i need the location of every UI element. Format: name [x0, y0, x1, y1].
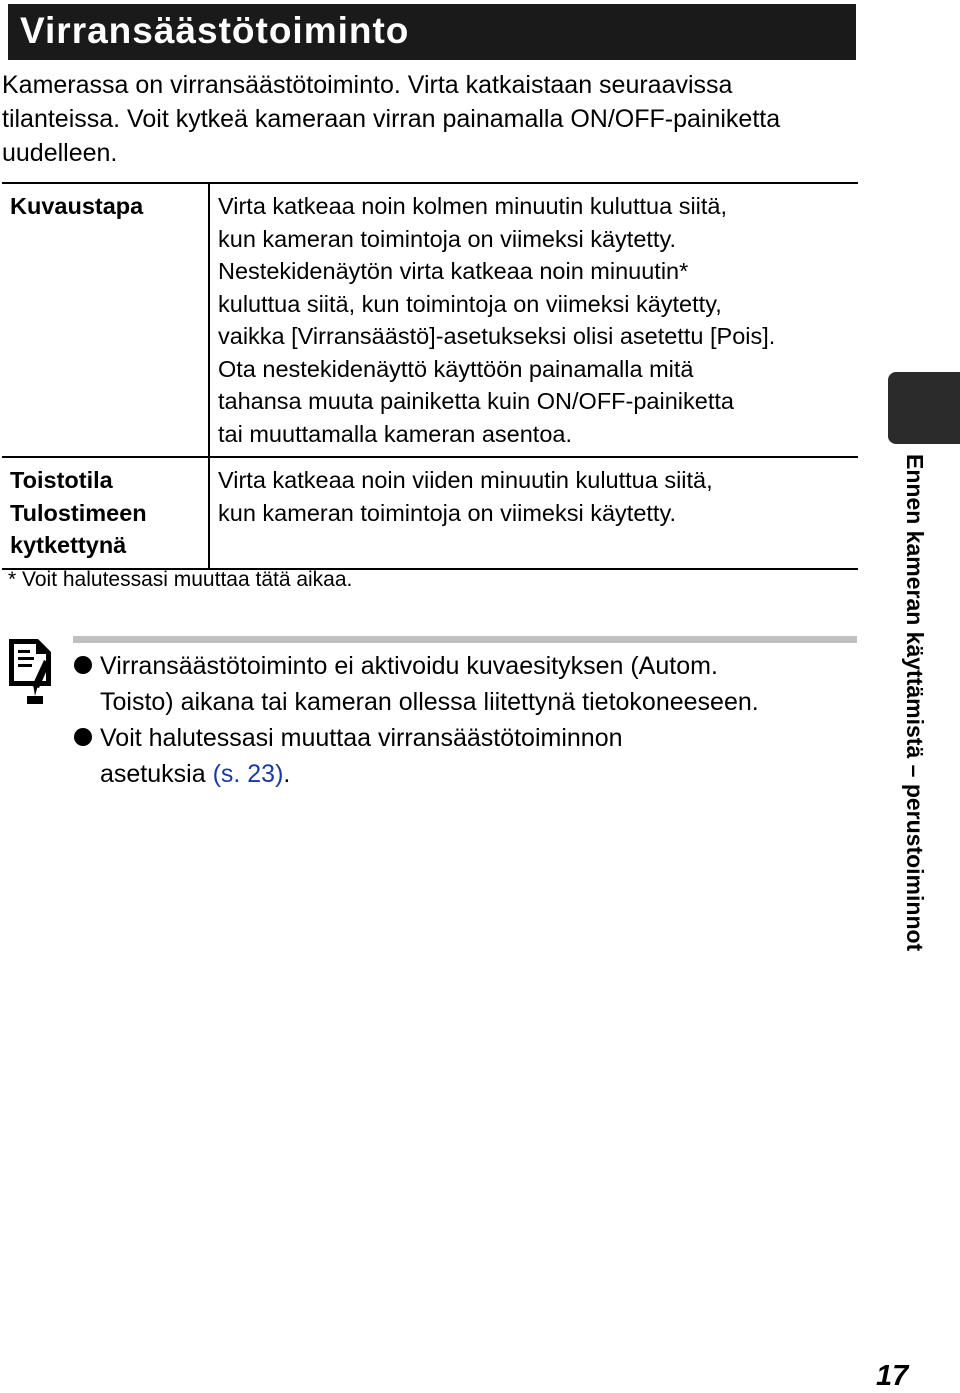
- chapter-tab: [888, 372, 960, 444]
- page-number: 17: [876, 1360, 909, 1392]
- mode-label: Kuvaustapa: [10, 193, 144, 219]
- note-divider: [73, 636, 857, 643]
- note-line: Toisto) aikana tai kameran ollessa liitettynä tietokoneeseen.: [100, 688, 759, 716]
- note-line: [100, 756, 874, 792]
- intro-line: Kamerassa on virransäästötoiminto. Virta katkaistaan seuraavissa: [2, 71, 733, 99]
- mode-label: Tulostimeen: [10, 499, 147, 526]
- note-text: asetuksia: [100, 760, 213, 788]
- intro-paragraph: [2, 68, 862, 170]
- list-item: [74, 720, 874, 792]
- notes-list: [74, 648, 874, 792]
- page-reference-link[interactable]: (s. 23): [212, 760, 284, 788]
- bullet-icon: [74, 656, 92, 674]
- power-saving-table: [2, 182, 858, 570]
- intro-line: tilanteissa. Voit kytkeä kameraan virran painamalla ON/OFF-painiketta: [2, 105, 781, 133]
- description-line: Nestekidenäytön virta katkeaa noin minuutin*: [218, 258, 689, 284]
- description-cell: [209, 457, 858, 569]
- list-item: [74, 648, 874, 720]
- section-title: Virransäästötoiminto: [20, 10, 410, 51]
- description-line: kun kameran toimintoja on viimeksi käytetty.: [218, 499, 676, 526]
- description-line: tai muuttamalla kameran asentoa.: [218, 420, 572, 447]
- section-title-bar: [8, 4, 856, 60]
- note-line: Voit halutessasi muuttaa virransäästötoiminnon: [100, 724, 623, 752]
- note-line: Virransäästötoiminto ei aktivoidu kuvaesityksen (Autom.: [100, 652, 718, 680]
- note-period: .: [283, 760, 291, 788]
- description-line: tahansa muuta painiketta kuin ON/OFF-painiketta: [218, 388, 734, 414]
- description-line: vaikka [Virransäästö]-asetukseksi olisi asetettu [Pois].: [218, 323, 776, 349]
- description-line: kun kameran toimintoja on viimeksi käytetty.: [218, 225, 676, 252]
- table-row: [2, 183, 858, 457]
- mode-cell: [2, 457, 209, 569]
- description-line: Virta katkeaa noin viiden minuutin kuluttua siitä,: [218, 467, 713, 493]
- description-line: Ota nestekidenäyttö käyttöön painamalla mitä: [218, 355, 694, 382]
- memo-icon: [6, 636, 56, 706]
- description-cell: [209, 183, 858, 457]
- table-row: [2, 457, 858, 569]
- chapter-title: Ennen kameran käyttämistä – perustoiminnot: [902, 454, 928, 952]
- mode-label: Toistotila: [10, 467, 113, 493]
- footnote: * Voit halutessasi muuttaa tätä aikaa.: [8, 568, 353, 591]
- mode-label: kytkettynä: [10, 532, 127, 558]
- description-line: kuluttua siitä, kun toimintoja on viimeksi käytetty,: [218, 290, 722, 317]
- description-line: Virta katkeaa noin kolmen minuutin kuluttua siitä,: [218, 193, 728, 219]
- intro-line: uudelleen.: [2, 139, 118, 167]
- mode-cell: [2, 183, 209, 457]
- bullet-icon: [74, 728, 92, 746]
